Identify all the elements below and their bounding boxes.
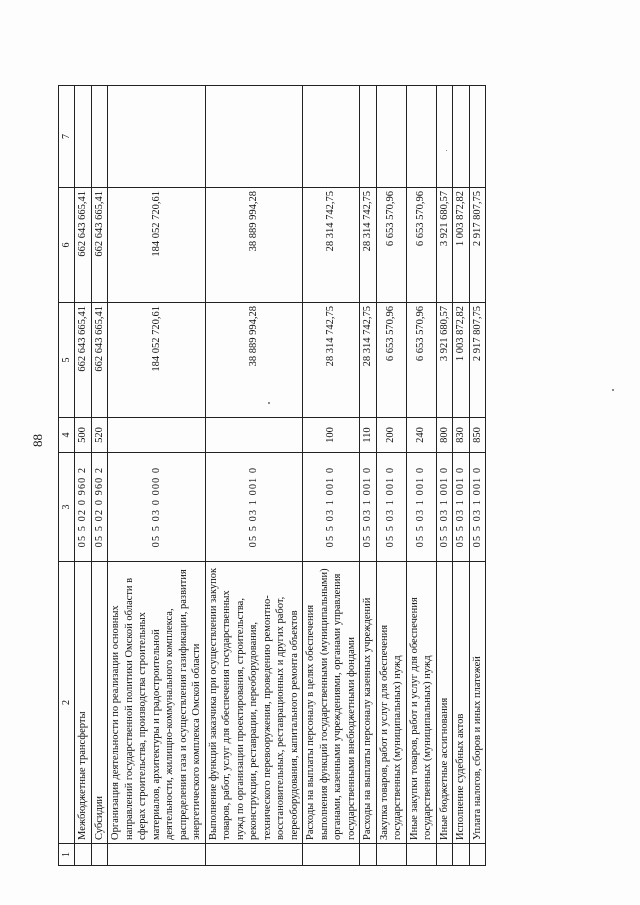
row-column-7	[436, 86, 453, 188]
table-row	[108, 86, 206, 866]
row-amount: 6 653 570,96	[406, 303, 436, 418]
column-number-6: 6	[59, 188, 75, 303]
budget-table	[58, 85, 486, 866]
row-amount-2: 38 889 994,28	[205, 188, 303, 303]
table-row	[453, 86, 470, 866]
row-column-7	[108, 86, 206, 188]
scan-speck	[268, 402, 270, 404]
row-target-code: 05 5 03 1 001 0	[303, 453, 360, 562]
row-target-code: 05 5 02 0 960 2	[91, 453, 108, 562]
row-amount: 6 653 570,96	[376, 303, 406, 418]
table-row	[91, 86, 108, 866]
row-expense-type: 110	[360, 418, 377, 453]
table-row	[376, 86, 406, 866]
row-column-1	[91, 844, 108, 866]
row-target-code: 05 5 03 1 001 0	[376, 453, 406, 562]
row-amount: 2 917 807,75	[469, 303, 486, 418]
row-expense-type	[108, 418, 206, 453]
row-target-code: 05 5 03 1 001 0	[436, 453, 453, 562]
row-column-7	[360, 86, 377, 188]
column-number-7: 7	[59, 86, 75, 188]
row-amount: 1 003 872,82	[453, 303, 470, 418]
row-column-7	[453, 86, 470, 188]
row-target-code: 05 5 03 0 000 0	[108, 453, 206, 562]
row-amount-2: 3 921 680,57	[436, 188, 453, 303]
row-name: Межбюджетные трансферты	[75, 562, 92, 844]
table-row	[436, 86, 453, 866]
row-name: Исполнение судебных актов	[453, 562, 470, 844]
row-name: Организация деятельности по реализации основных направлений государственной политики Омской области в сферах строительства, производства строительных материалов, архитектуры и градостроительной деятельности, жилищно-коммунального комплекса, распределения газа и осуществления газификации, развития энергетического комплекса Омской области	[108, 562, 206, 844]
row-column-1	[303, 844, 360, 866]
row-column-1	[436, 844, 453, 866]
column-number-5: 5	[59, 303, 75, 418]
row-name: Субсидии	[91, 562, 108, 844]
row-amount-2: 2 917 807,75	[469, 188, 486, 303]
row-target-code: 05 5 03 1 001 0	[205, 453, 303, 562]
row-column-7	[376, 86, 406, 188]
row-amount: 28 314 742,75	[360, 303, 377, 418]
row-name: Выполнение функций заказчика при осуществлении закупок товаров, работ, услуг для обеспечения государственных нужд по организации проектирования, строительства, реконструкции, реставрации, переоборудования, технического перевооружения, проведению ремонтно-восстановительных, реставрационных и других работ, переоборудования, капитального ремонта объектов	[205, 562, 303, 844]
row-amount-2: 6 653 570,96	[376, 188, 406, 303]
row-column-7	[303, 86, 360, 188]
rotated-table-wrapper	[58, 86, 486, 866]
row-column-1	[360, 844, 377, 866]
table-row	[303, 86, 360, 866]
row-expense-type: 240	[406, 418, 436, 453]
row-name: Уплата налогов, сборов и иных платежей	[469, 562, 486, 844]
row-column-7	[75, 86, 92, 188]
row-amount: 3 921 680,57	[436, 303, 453, 418]
column-number-3: 3	[59, 453, 75, 562]
row-column-1	[376, 844, 406, 866]
row-name: Иные бюджетные ассигнования	[436, 562, 453, 844]
row-column-1	[108, 844, 206, 866]
row-target-code: 05 5 03 1 001 0	[469, 453, 486, 562]
column-number-2: 2	[59, 562, 75, 844]
row-column-1	[453, 844, 470, 866]
row-target-code: 05 5 03 1 001 0	[360, 453, 377, 562]
row-target-code: 05 5 03 1 001 0	[453, 453, 470, 562]
row-expense-type: 500	[75, 418, 92, 453]
row-name: Расходы на выплаты персоналу в целях обеспечения выполнения функций государственными (муниципальными) органами, казенными учреждениями, органами управления государственными внебюджетными фондами	[303, 562, 360, 844]
row-name: Иные закупки товаров, работ и услуг для обеспечения государственных (муниципальных) нужд	[406, 562, 436, 844]
row-column-7	[469, 86, 486, 188]
table-header-row	[59, 86, 75, 866]
table-row	[406, 86, 436, 866]
row-expense-type: 100	[303, 418, 360, 453]
row-expense-type: 520	[91, 418, 108, 453]
row-column-1	[406, 844, 436, 866]
table-row	[75, 86, 92, 866]
column-number-4: 4	[59, 418, 75, 453]
row-expense-type: 800	[436, 418, 453, 453]
row-amount: 662 643 665,41	[75, 303, 92, 418]
row-column-7	[91, 86, 108, 188]
row-amount-2: 28 314 742,75	[303, 188, 360, 303]
row-column-1	[75, 844, 92, 866]
row-amount-2: 28 314 742,75	[360, 188, 377, 303]
row-expense-type	[205, 418, 303, 453]
table-row	[469, 86, 486, 866]
row-target-code: 05 5 02 0 960 2	[75, 453, 92, 562]
row-amount: 662 643 665,41	[91, 303, 108, 418]
row-name: Расходы на выплаты персоналу казенных учреждений	[360, 562, 377, 844]
scan-speck	[612, 389, 614, 391]
row-expense-type: 830	[453, 418, 470, 453]
scan-speck	[446, 150, 447, 151]
row-amount-2: 184 052 720,61	[108, 188, 206, 303]
row-column-1	[205, 844, 303, 866]
row-column-7	[205, 86, 303, 188]
row-amount-2: 662 643 665,41	[75, 188, 92, 303]
row-column-7	[406, 86, 436, 188]
row-column-1	[469, 844, 486, 866]
page-number: 88	[30, 434, 45, 447]
row-amount: 28 314 742,75	[303, 303, 360, 418]
row-expense-type: 850	[469, 418, 486, 453]
row-expense-type: 200	[376, 418, 406, 453]
table-row	[360, 86, 377, 866]
row-amount-2: 6 653 570,96	[406, 188, 436, 303]
row-target-code: 05 5 03 1 001 0	[406, 453, 436, 562]
row-name: Закупка товаров, работ и услуг для обеспечения государственных (муниципальных) нужд	[376, 562, 406, 844]
row-amount: 38 889 994,28	[205, 303, 303, 418]
row-amount-2: 1 003 872,82	[453, 188, 470, 303]
column-number-1: 1	[59, 844, 75, 866]
row-amount-2: 662 643 665,41	[91, 188, 108, 303]
table-row	[205, 86, 303, 866]
row-amount: 184 052 720,61	[108, 303, 206, 418]
